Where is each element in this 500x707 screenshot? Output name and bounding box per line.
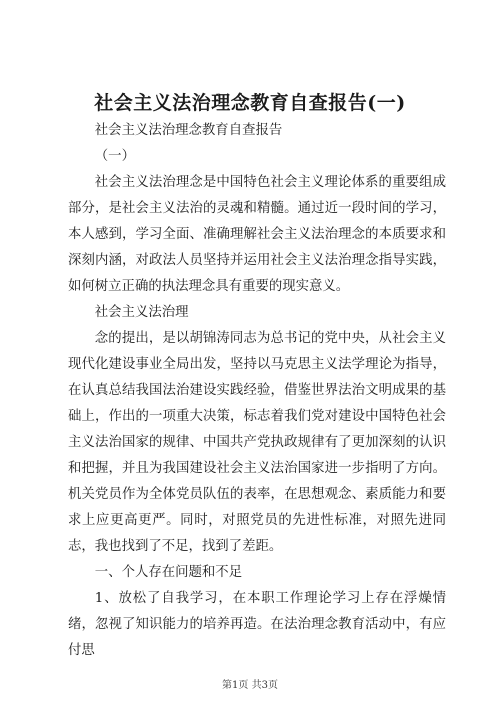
document-title: 社会主义法治理念教育自查报告(一) xyxy=(94,92,406,114)
page-footer: 第1页 共3页 xyxy=(222,680,278,691)
document-body xyxy=(68,118,446,664)
subtitle-paragraph: 社会主义法治理念教育自查报告 xyxy=(94,123,283,138)
body-paragraph: 社会主义法治理 xyxy=(94,305,189,320)
body-paragraph: 念的提出，是以胡锦涛同志为总书记的党中央，从社会主义现代化建设事业全局出发，坚持以马克思主义法学理论为指导，在认真总结我国法治建设实践经验，借鉴世界法治文明成果的基础上，作出的一项重大决策，标志着我们党对建设中国特色社会主义法治国家的规律、中国共产党执政规律有了更加深刻的认识和把握，并且为我国建设社会主义法治国家进一步指明了方向。机关党员作为全体党员队伍的表率，在思想观念、素质能力和要求上应更高更严。同时，对照党员的先进性标准，对照先进同志，我也找到了不足，找到了差距。 xyxy=(68,331,446,554)
body-paragraph: 1、放松了自我学习，在本职工作理论学习上存在浮燥情绪，忽视了知识能力的培养再造。在法治理念教育活动中，有应付思 xyxy=(68,591,446,658)
section-number-paragraph: （一） xyxy=(94,149,135,164)
section-heading: 一、个人存在问题和不足 xyxy=(94,565,243,580)
body-paragraph: 社会主义法治理念是中国特色社会主义理论体系的重要组成部分，是社会主义法治的灵魂和精髓。通过近一段时间的学习，本人感到，学习全面、准确理解社会主义法治理念的本质要求和深刻内涵，对政法人员坚持并运用社会主义法治理念指导实践，如何树立正确的执法理念具有重要的现实意义。 xyxy=(68,175,446,294)
